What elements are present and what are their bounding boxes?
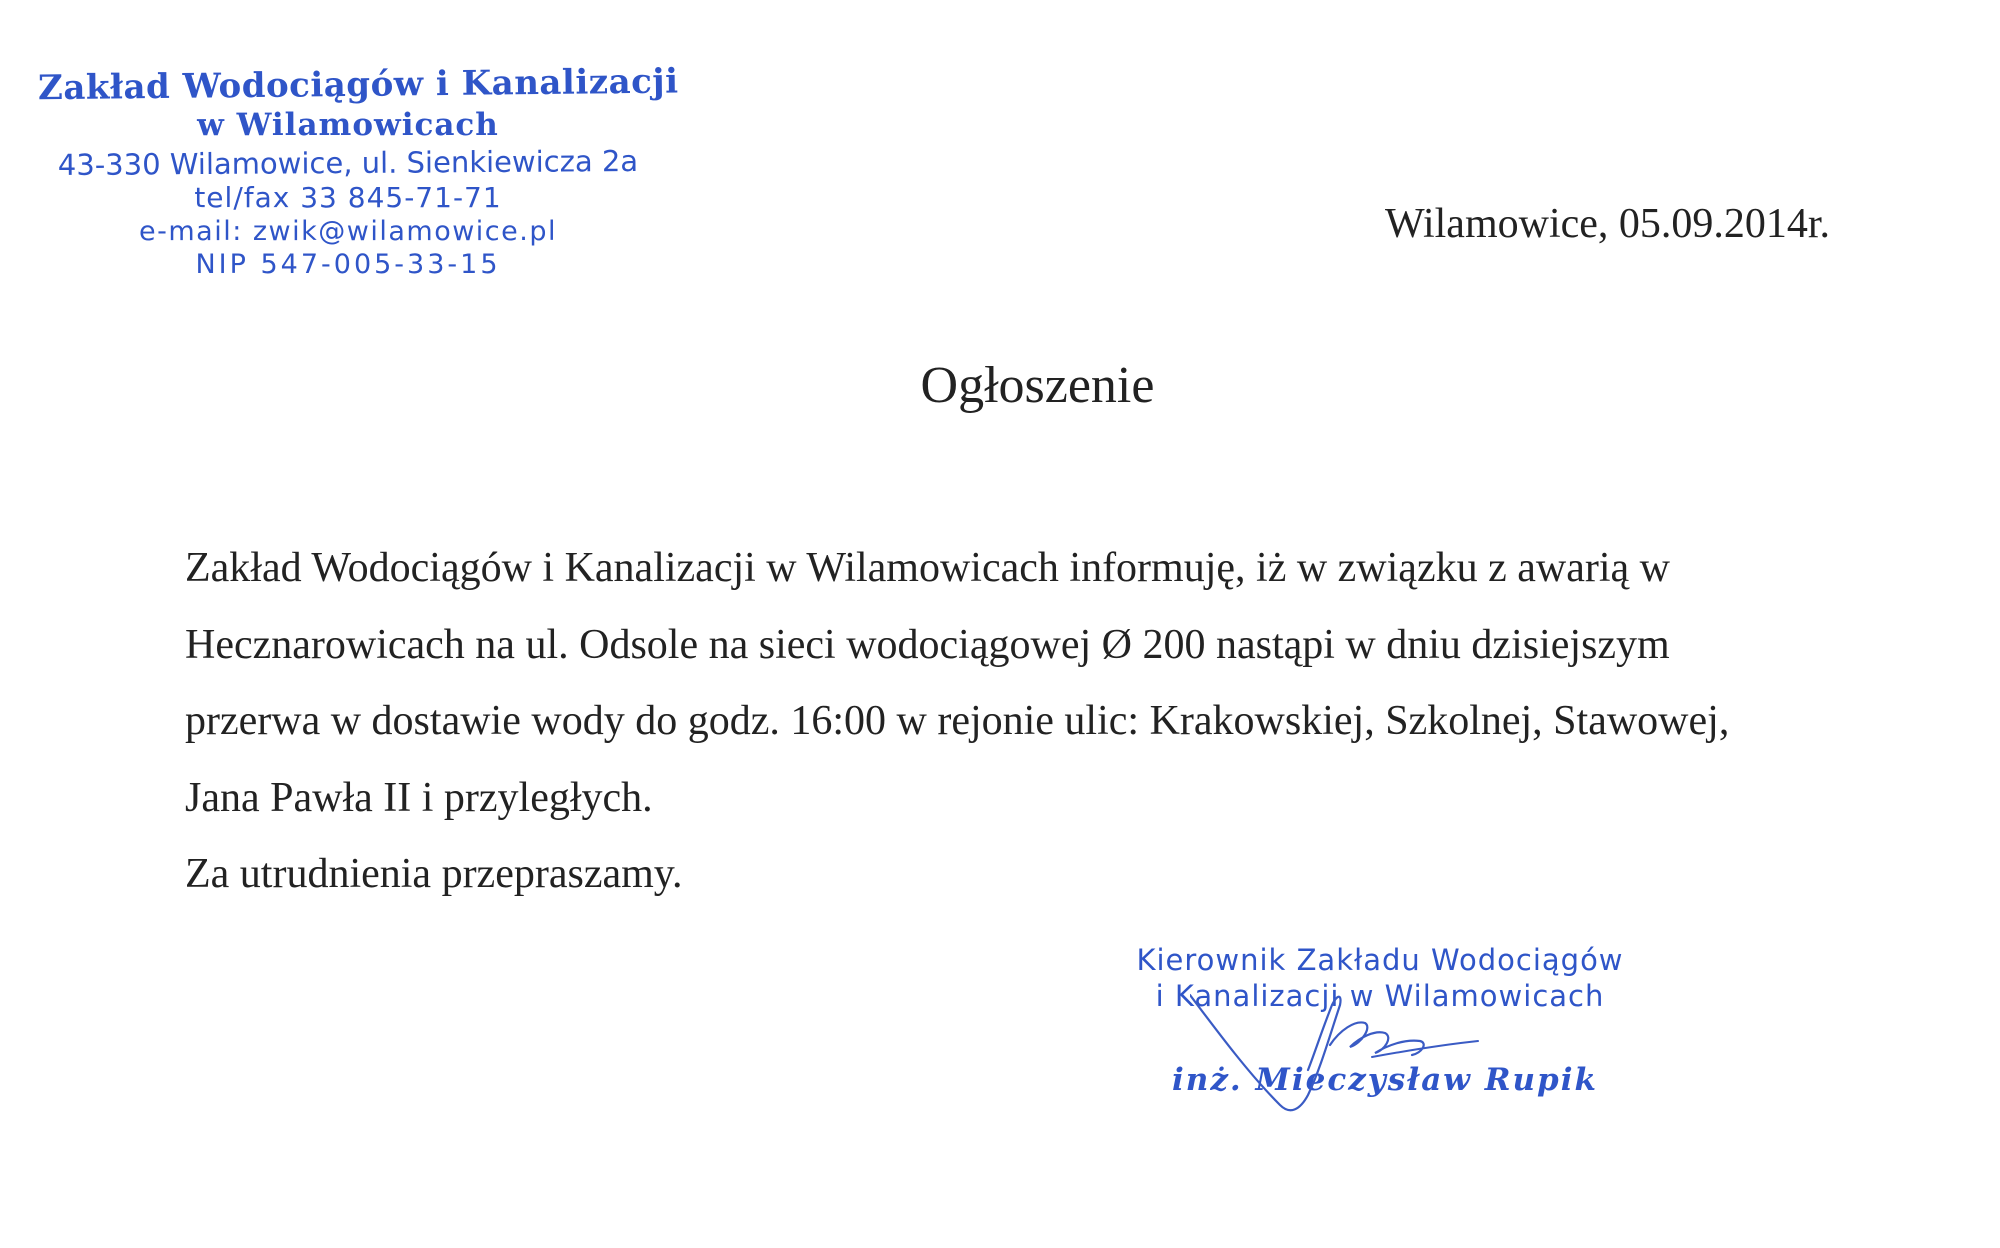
body-line: Zakład Wodociągów i Kanalizacji w Wilamowicach informuję, iż w związku z awarią w: [185, 545, 1670, 591]
company-email: e-mail: zwik@wilamowice.pl: [139, 216, 557, 247]
company-address: 43-330 Wilamowice, ul. Sienkiewicza 2a: [57, 143, 639, 183]
signatory-role-line2: i Kanalizacji w Wilamowicach: [1155, 979, 1605, 1013]
document-title: Ogłoszenie: [920, 357, 1155, 414]
body-line: przerwa w dostawie wody do godz. 16:00 w rejonie ulic: Krakowskiej, Szkolnej, Stawowej,: [185, 698, 1730, 744]
body-line: Za utrudnienia przepraszamy.: [185, 851, 683, 897]
handwritten-signature: [1190, 975, 1510, 1135]
company-name-line2: w Wilamowicach: [197, 107, 499, 143]
company-name-line1: Zakład Wodociągów i Kanalizacji: [37, 61, 679, 109]
company-stamp: [37, 61, 679, 280]
signatory-role-line1: Kierownik Zakładu Wodociągów: [1136, 943, 1624, 977]
company-nip: NIP 547-005-33-15: [195, 249, 501, 280]
signatory-name: inż. Mieczysław Rupik: [1172, 1062, 1598, 1098]
announcement-body: [185, 530, 1865, 913]
company-telfax: tel/fax 33 845-71-71: [194, 181, 502, 214]
body-line: Jana Pawła II i przyległych.: [185, 774, 653, 821]
body-line: Hecznarowicach na ul. Odsole na sieci wodociągowej Ø 200 nastąpi w dniu dzisiejszym: [185, 621, 1670, 668]
document-date: Wilamowice, 05.09.2014r.: [1385, 201, 1831, 247]
